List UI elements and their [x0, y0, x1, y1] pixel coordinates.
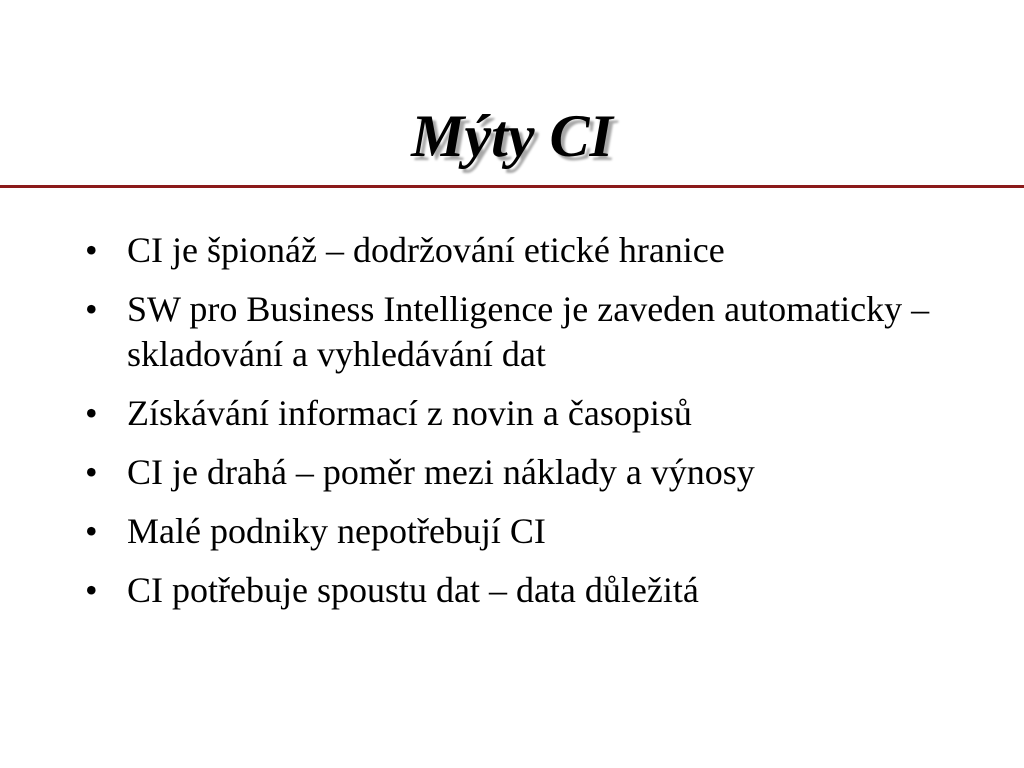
bullet-text: Získávání informací z novin a časopisů — [127, 393, 692, 433]
bullet-text: CI je špionáž – dodržování etické hranice — [127, 230, 725, 270]
bullet-icon: • — [85, 289, 98, 329]
list-item — [85, 228, 1005, 273]
list-item — [85, 391, 1005, 436]
title-divider — [0, 185, 1024, 188]
slide-title: Mýty CI — [411, 103, 613, 169]
list-item — [85, 509, 1005, 554]
bullet-icon: • — [85, 452, 98, 492]
bullet-text: SW pro Business Intelligence je zaveden automaticky – skladování a vyhledávání dat — [127, 289, 930, 374]
bullet-icon: • — [85, 570, 98, 610]
bullet-icon: • — [85, 393, 98, 433]
bullet-list — [85, 228, 1005, 627]
list-item — [85, 450, 1005, 495]
bullet-text: CI je drahá – poměr mezi náklady a výnosy — [127, 452, 755, 492]
list-item — [85, 568, 1005, 613]
bullet-text: CI potřebuje spoustu dat – data důležitá — [127, 570, 699, 610]
list-item — [85, 287, 1005, 377]
bullet-icon: • — [85, 230, 98, 270]
bullet-text: Malé podniky nepotřebují CI — [127, 511, 546, 551]
bullet-icon: • — [85, 511, 98, 551]
